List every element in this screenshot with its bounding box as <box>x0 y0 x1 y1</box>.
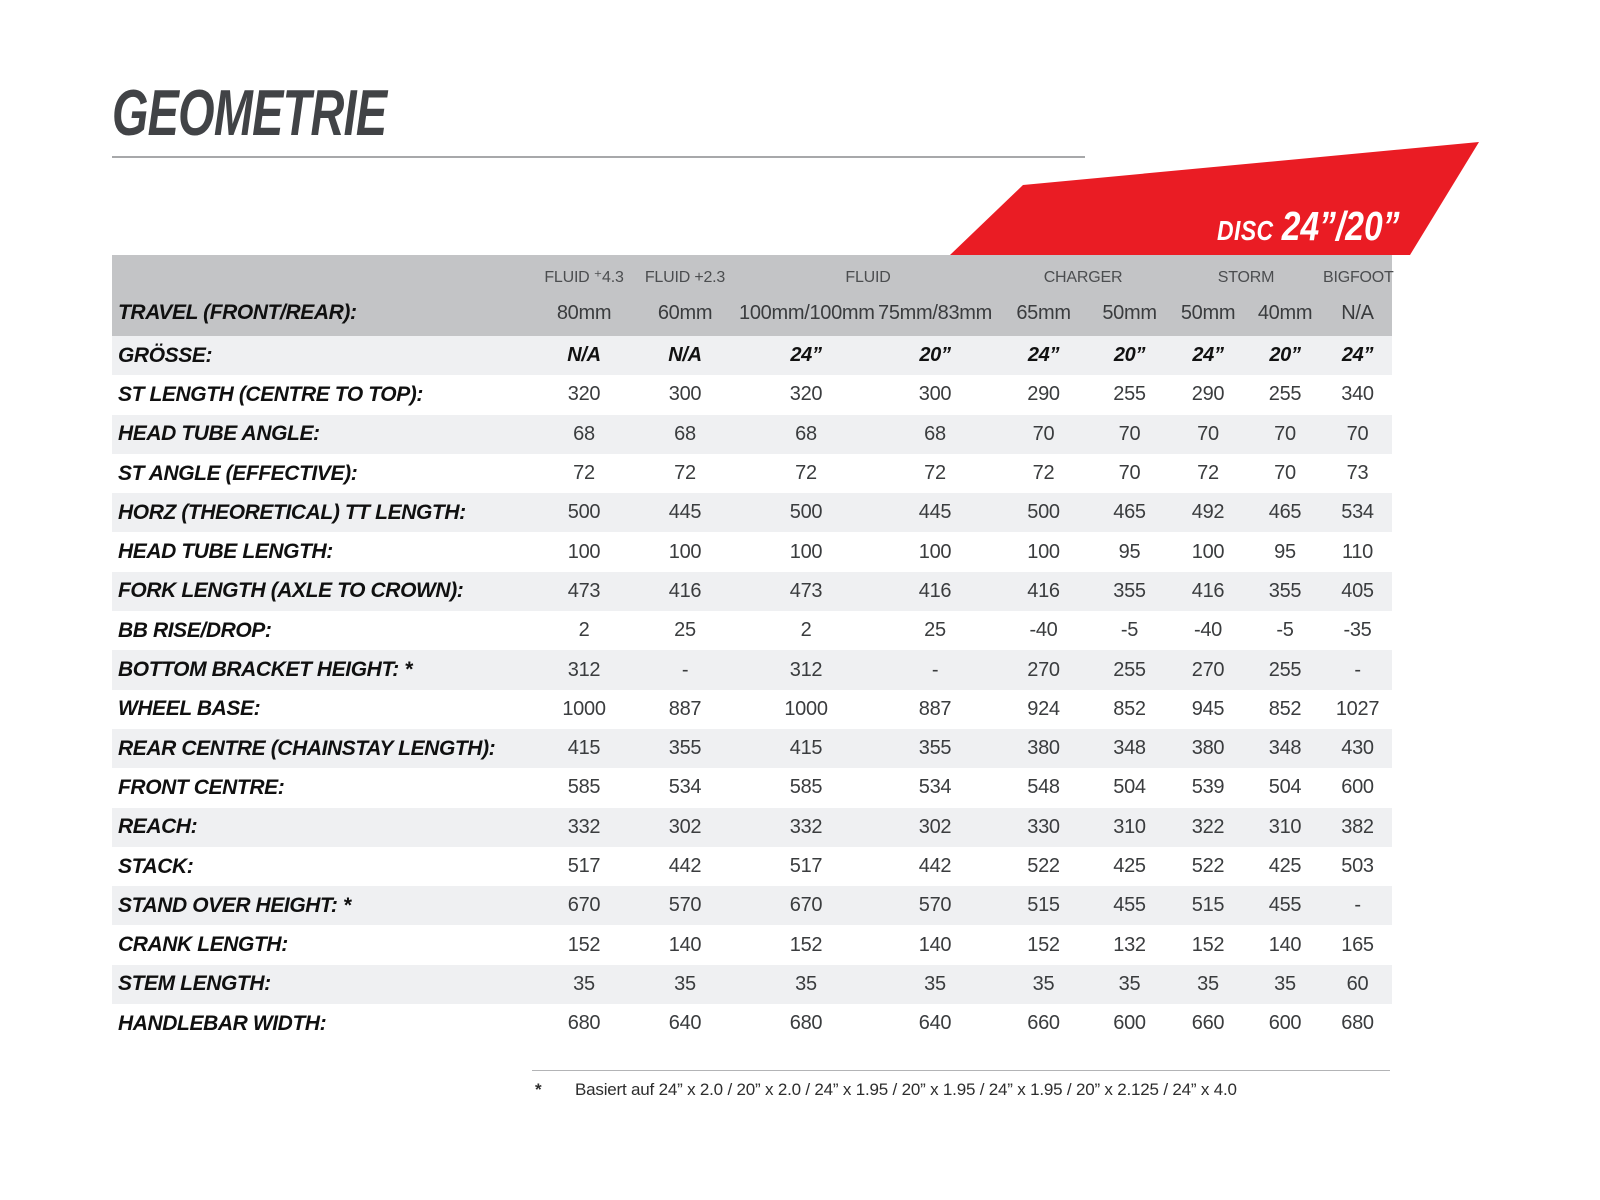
table-row <box>112 454 1392 493</box>
cell: 320 <box>789 383 823 406</box>
cell: 455 <box>1268 894 1302 917</box>
table-row <box>112 532 1392 571</box>
cell: 70 <box>1274 422 1296 445</box>
cell: 504 <box>1268 776 1302 799</box>
cell: 35 <box>1274 972 1296 995</box>
cell: 100mm/100mm <box>739 301 875 324</box>
page-title: GEOMETRIE <box>112 76 387 149</box>
cell: 515 <box>1191 894 1225 917</box>
cell: 924 <box>1027 697 1060 720</box>
cell: 35 <box>674 972 696 995</box>
cell: 290 <box>1191 383 1225 406</box>
cell: -5 <box>1276 619 1294 642</box>
cell: 20” <box>919 344 951 367</box>
cell: 534 <box>668 776 702 799</box>
table-header <box>112 255 1392 336</box>
cell: 255 <box>1268 658 1302 681</box>
cell: 670 <box>567 894 601 917</box>
cell: 72 <box>795 462 817 485</box>
cell: 660 <box>1027 1012 1060 1035</box>
row-label: HORZ (THEORETICAL) TT LENGTH: <box>118 500 466 524</box>
table-row <box>112 415 1392 454</box>
cell: 522 <box>1191 855 1225 877</box>
cell: 20” <box>1113 344 1146 367</box>
cell: 465 <box>1113 501 1146 524</box>
cell: -40 <box>1193 619 1222 642</box>
column-group-label: BIGFOOT <box>1323 269 1394 286</box>
footnote-marker: * <box>535 1080 542 1099</box>
cell: 35 <box>1118 972 1141 995</box>
cell: N/A <box>567 344 601 367</box>
cell: 60mm <box>657 301 713 324</box>
table-row <box>112 965 1392 1004</box>
table-row <box>112 493 1392 532</box>
cell: 50mm <box>1180 301 1236 324</box>
cell: 24” <box>1192 344 1224 367</box>
cell: 24” <box>1027 344 1060 367</box>
cell: 430 <box>1341 737 1374 760</box>
cell: 355 <box>918 737 952 760</box>
column-group-label: FLUID ⁺4.3 <box>544 269 624 286</box>
cell: -40 <box>1029 619 1058 642</box>
cell: 330 <box>1027 815 1060 838</box>
cell: 68 <box>795 422 817 445</box>
table-row <box>112 768 1392 807</box>
cell: 405 <box>1341 579 1374 602</box>
cell: 517 <box>789 855 823 877</box>
row-label: GRÖSSE: <box>118 343 213 367</box>
cell: 2 <box>578 619 590 642</box>
cell: 72 <box>1197 462 1219 485</box>
cell: N/A <box>1341 301 1374 324</box>
cell: 445 <box>918 501 952 524</box>
cell: 492 <box>1191 501 1225 524</box>
cell: 473 <box>567 579 601 602</box>
row-label: REACH: <box>118 815 198 839</box>
cell: 35 <box>924 972 946 995</box>
row-label: TRAVEL (FRONT/REAR): <box>118 301 357 324</box>
cell: 300 <box>918 383 952 406</box>
cell: 140 <box>668 933 702 956</box>
cell: 570 <box>668 894 702 917</box>
cell: 500 <box>567 501 601 524</box>
cell: 70 <box>1197 422 1219 445</box>
cell: 355 <box>668 737 702 760</box>
cell: 416 <box>1191 579 1225 602</box>
cell: 152 <box>1191 933 1225 956</box>
cell: 95 <box>1274 540 1296 563</box>
cell: 945 <box>1191 697 1225 720</box>
cell: 290 <box>1027 383 1060 406</box>
table-row <box>112 375 1392 414</box>
banner-text <box>1218 203 1400 250</box>
cell: 380 <box>1027 737 1060 760</box>
column-group-label: FLUID +2.3 <box>644 269 726 286</box>
cell: 300 <box>668 383 702 406</box>
cell: 68 <box>573 422 595 445</box>
cell: 110 <box>1342 540 1373 563</box>
cell: 522 <box>1027 855 1060 877</box>
cell: -5 <box>1120 619 1139 642</box>
cell: 255 <box>1268 383 1302 406</box>
table-row <box>112 886 1392 925</box>
row-label: FORK LENGTH (AXLE TO CROWN): <box>118 579 464 603</box>
group-header-spacer <box>112 287 537 290</box>
row-label: STEM LENGTH: <box>118 972 271 996</box>
table-row <box>112 925 1392 964</box>
cell: 100 <box>789 540 823 563</box>
cell: 600 <box>1113 1012 1146 1035</box>
cell: 425 <box>1113 855 1146 877</box>
cell: 355 <box>1268 579 1302 602</box>
cell: 1000 <box>562 697 606 720</box>
cell: 302 <box>668 815 702 838</box>
cell: 539 <box>1191 776 1225 799</box>
cell: 255 <box>1113 658 1146 681</box>
table-row <box>112 290 1392 336</box>
cell: 2 <box>800 619 812 642</box>
cell: 140 <box>1268 933 1302 956</box>
column-group-label: STORM <box>1217 269 1275 286</box>
cell: 255 <box>1113 383 1146 406</box>
row-label: CRANK LENGTH: <box>118 933 288 957</box>
cell: 80mm <box>556 301 612 324</box>
cell: 270 <box>1027 658 1060 681</box>
cell: 504 <box>1113 776 1146 799</box>
cell: 348 <box>1113 737 1146 760</box>
cell: 152 <box>789 933 823 956</box>
row-label: STAND OVER HEIGHT: * <box>118 893 351 917</box>
row-label: FRONT CENTRE: <box>118 775 285 799</box>
cell: 640 <box>918 1012 952 1035</box>
cell: -35 <box>1343 619 1372 642</box>
cell: 473 <box>789 579 823 602</box>
cell: 310 <box>1268 815 1302 838</box>
cell: - <box>1354 658 1361 681</box>
cell: 322 <box>1191 815 1225 838</box>
cell: 415 <box>789 737 823 760</box>
row-label: ST LENGTH (CENTRE TO TOP): <box>118 382 423 406</box>
cell: 70 <box>1118 462 1141 485</box>
cell: 68 <box>674 422 696 445</box>
cell: 152 <box>1027 933 1060 956</box>
cell: 348 <box>1268 737 1302 760</box>
cell: 100 <box>1191 540 1225 563</box>
table-row <box>112 336 1392 375</box>
row-label: ST ANGLE (EFFECTIVE): <box>118 461 358 485</box>
cell: 152 <box>567 933 601 956</box>
cell: 500 <box>789 501 823 524</box>
cell: 332 <box>789 815 823 838</box>
cell: 455 <box>1113 894 1146 917</box>
cell: 72 <box>674 462 696 485</box>
cell: 382 <box>1341 815 1374 838</box>
travel-row-slot <box>112 290 1392 336</box>
disc-banner <box>930 138 1482 255</box>
row-label: HANDLEBAR WIDTH: <box>118 1011 327 1035</box>
cell: 500 <box>1027 501 1060 524</box>
cell: 416 <box>1027 579 1060 602</box>
cell: 312 <box>567 658 601 681</box>
table-row <box>112 808 1392 847</box>
cell: 585 <box>789 776 823 799</box>
row-label: STACK: <box>118 854 194 878</box>
cell: 68 <box>924 422 946 445</box>
column-group-label: CHARGER <box>1043 269 1123 286</box>
cell: 40mm <box>1257 301 1313 324</box>
cell: 670 <box>789 894 823 917</box>
cell: 380 <box>1191 737 1225 760</box>
row-label: WHEEL BASE: <box>118 697 261 721</box>
cell: 445 <box>668 501 702 524</box>
table-row <box>112 690 1392 729</box>
cell: 72 <box>1032 462 1055 485</box>
cell: 100 <box>668 540 702 563</box>
cell: - <box>931 658 939 681</box>
cell: 35 <box>795 972 817 995</box>
cell: 442 <box>918 855 952 877</box>
cell: 887 <box>668 697 702 720</box>
banner-size-label: 24”/20” <box>1282 203 1400 249</box>
cell: 165 <box>1341 933 1374 956</box>
cell: 680 <box>1341 1012 1374 1035</box>
cell: 95 <box>1118 540 1141 563</box>
geometry-table <box>112 255 1392 1043</box>
cell: 332 <box>567 815 601 838</box>
table-row <box>112 650 1392 689</box>
footnote-divider <box>532 1070 1390 1071</box>
cell: 70 <box>1032 422 1055 445</box>
cell: 100 <box>1027 540 1060 563</box>
cell: 680 <box>789 1012 823 1035</box>
row-label: HEAD TUBE ANGLE: <box>118 422 320 446</box>
cell: 132 <box>1113 933 1146 956</box>
banner-disc-label: DISC <box>1217 215 1275 246</box>
cell: 60 <box>1346 972 1369 995</box>
cell: 72 <box>573 462 595 485</box>
table-row <box>112 572 1392 611</box>
cell: 425 <box>1268 855 1302 877</box>
cell: 660 <box>1191 1012 1225 1035</box>
cell: 270 <box>1191 658 1225 681</box>
cell: 310 <box>1113 815 1146 838</box>
cell: 50mm <box>1102 301 1157 324</box>
cell: - <box>1354 894 1361 917</box>
cell: 548 <box>1027 776 1060 799</box>
cell: 20” <box>1269 344 1301 367</box>
cell: 25 <box>674 619 696 642</box>
cell: 75mm/83mm <box>878 301 992 324</box>
table-row <box>112 611 1392 650</box>
cell: 320 <box>567 383 601 406</box>
cell: 70 <box>1274 462 1296 485</box>
table-row <box>112 1004 1392 1043</box>
cell: 442 <box>668 855 702 877</box>
cell: 24” <box>790 344 822 367</box>
cell: 72 <box>924 462 946 485</box>
cell: 35 <box>1197 972 1219 995</box>
table-row <box>112 847 1392 886</box>
cell: N/A <box>668 344 702 367</box>
cell: 355 <box>1113 579 1146 602</box>
row-label: HEAD TUBE LENGTH: <box>118 540 333 564</box>
cell: 100 <box>918 540 952 563</box>
table-row <box>112 729 1392 768</box>
cell: 1000 <box>784 697 828 720</box>
cell: 312 <box>789 658 823 681</box>
cell: 415 <box>567 737 601 760</box>
group-header-row <box>112 255 1392 290</box>
cell: 515 <box>1027 894 1060 917</box>
cell: 340 <box>1341 383 1374 406</box>
cell: 24” <box>1341 344 1374 367</box>
cell: 25 <box>924 619 946 642</box>
cell: 465 <box>1268 501 1302 524</box>
cell: 534 <box>918 776 952 799</box>
cell: 35 <box>1032 972 1055 995</box>
cell: 600 <box>1341 776 1374 799</box>
cell: 416 <box>668 579 702 602</box>
row-label: BB RISE/DROP: <box>118 618 272 642</box>
cell: 585 <box>567 776 601 799</box>
footnote <box>535 1080 1237 1100</box>
cell: 600 <box>1268 1012 1302 1035</box>
column-group-label: FLUID <box>845 269 891 286</box>
cell: 100 <box>567 540 601 563</box>
cell: 887 <box>918 697 952 720</box>
cell: 570 <box>918 894 952 917</box>
cell: 1027 <box>1335 697 1380 720</box>
row-label: REAR CENTRE (CHAINSTAY LENGTH): <box>118 736 496 760</box>
cell: 503 <box>1341 855 1374 877</box>
cell: 73 <box>1346 462 1369 485</box>
cell: 680 <box>567 1012 601 1035</box>
cell: 416 <box>918 579 952 602</box>
cell: - <box>681 658 689 681</box>
cell: 852 <box>1113 697 1146 720</box>
row-label: BOTTOM BRACKET HEIGHT: * <box>118 658 413 682</box>
cell: 534 <box>1341 501 1374 524</box>
cell: 517 <box>567 855 601 877</box>
cell: 140 <box>918 933 952 956</box>
cell: 70 <box>1346 422 1369 445</box>
cell: 70 <box>1118 422 1141 445</box>
cell: 640 <box>668 1012 702 1035</box>
cell: 35 <box>573 972 595 995</box>
cell: 852 <box>1268 697 1302 720</box>
cell: 302 <box>918 815 952 838</box>
footnote-text: Basiert auf 24” x 2.0 / 20” x 2.0 / 24” x 1.95 / 20” x 1.95 / 24” x 1.95 / 20” x 2.125 / 24” x 4.0 <box>575 1080 1237 1099</box>
table-body <box>112 336 1392 1043</box>
cell: 65mm <box>1016 301 1071 324</box>
